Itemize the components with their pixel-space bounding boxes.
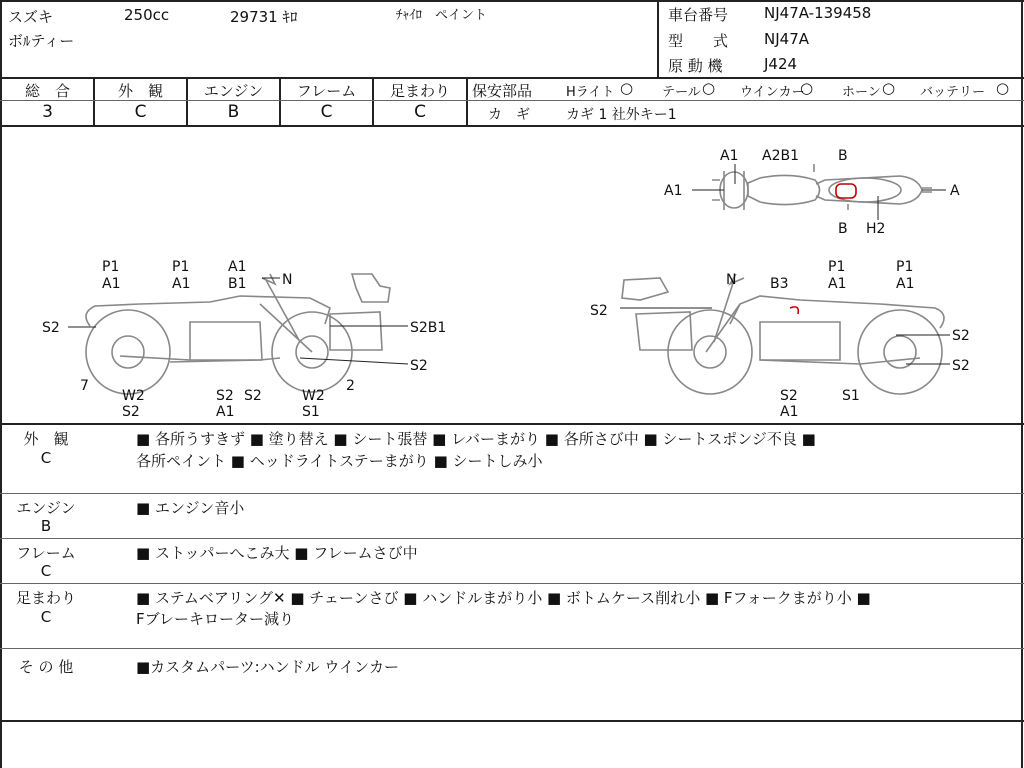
right-label-a1-tank: A1 [828,276,847,292]
battery-label: バッテリー [920,85,986,100]
taillight-ok-icon: ○ [702,79,716,97]
model-name: ボﾙティー [8,32,75,50]
right-view-motorcycle [622,274,944,394]
left-label-w2-front: W2 [302,388,325,404]
left-label-2: 2 [346,378,355,394]
remark-other-label: そ の 他 [18,658,74,676]
key-value: カギ 1 社外キー1 [566,107,677,123]
border-top [0,0,1024,2]
divider-header [0,77,1024,79]
frame-grade: C [320,102,333,122]
right-label-s1: S1 [842,388,860,404]
left-view-motorcycle [86,274,390,394]
top-label-a: A [950,183,960,199]
left-label-s2-engine: S2 [216,388,234,404]
suspension-grade: C [414,102,426,122]
winker-ok-icon: ○ [800,79,814,97]
left-label-p1-rear: P1 [102,259,120,275]
right-label-a1-rear: A1 [896,276,915,292]
remark-exterior-grade: C [40,449,52,467]
displacement: 250cc [124,6,170,24]
right-label-n: N [726,272,737,288]
remark-engine-line-1: ■ エンジン音小 [136,499,245,517]
key-label: カ ギ [488,107,530,123]
divider-diagram [0,423,1024,425]
left-label-7: 7 [80,378,89,394]
right-label-a1-engine: A1 [780,404,799,420]
color: ﾁｬｲﾛ ペイント [396,8,488,23]
divider-remarks-bottom [0,720,1024,722]
remark-divider-1 [0,493,1024,494]
maker: スズキ [8,8,54,26]
remark-frame-line-1: ■ ストッパーへこみ大 ■ フレームさび中 [136,544,418,562]
left-label-n: N [282,272,293,288]
engine-label: 原 動 機 [668,57,723,75]
top-label-a2b1: A2B1 [762,148,799,164]
remark-engine-grade: B [40,517,52,535]
damage-diagram [0,128,1020,422]
suspension-grade-label: 足まわり [389,82,450,100]
headlight-ok-icon: ○ [620,79,634,97]
remark-exterior-line-1: ■ 各所うすきず ■ 塗り替え ■ シート張替 ■ レバーまがり ■ 各所さび中 ■ シートスポンジ不良 ■ [136,430,816,448]
battery-ok-icon: ○ [996,79,1010,97]
right-label-b3: B3 [770,276,789,292]
right-label-s2-rear: S2 [952,358,970,374]
border-right [1021,0,1023,768]
left-label-a1-front: A1 [228,259,247,275]
top-label-a1-side: A1 [664,183,683,199]
top-label-a1: A1 [720,148,739,164]
left-label-s2-front: S2 [410,358,428,374]
left-label-a1-engine: A1 [216,404,235,420]
frame-no: NJ47A-139458 [764,4,872,22]
right-label-s2-side: S2 [952,328,970,344]
right-label-s2-front: S2 [590,303,608,319]
type-value: NJ47A [764,30,809,48]
overall-grade: 3 [42,102,53,122]
left-label-s1-front: S1 [302,404,320,420]
divider-header-right [657,0,659,78]
remark-exterior-label: 外 観 [23,430,69,448]
type-label: 型 式 [668,32,729,50]
remark-divider-3 [0,583,1024,584]
remark-other-line-1: ■カスタムパーツ:ハンドル ウインカー [136,658,399,676]
remark-suspension-line-1: ■ ステムベアリング✕ ■ チェーンさび ■ ハンドルまがり小 ■ ボトムケース削れ小 ■ Fフォークまがり小 ■ [136,589,871,607]
mileage: 29731 ｷﾛ [230,8,298,26]
horn-label: ホーン [842,85,881,100]
headlight-label: Hライト [566,85,615,100]
left-label-b1-front: B1 [228,276,247,292]
left-label-s2-exhaust: S2 [244,388,262,404]
left-label-s2-rear-wheel: S2 [122,404,140,420]
right-label-p1-tank: P1 [828,259,846,275]
taillight-label: テール [662,85,701,100]
right-label-s2-engine: S2 [780,388,798,404]
left-label-s2b1: S2B1 [410,320,447,336]
remark-exterior-line-2: 各所ペイント ■ ヘッドライトステーまがり ■ シートしみ小 [136,452,543,470]
left-label-p1-tank: P1 [172,259,190,275]
engine-grade: B [227,102,240,122]
remark-frame-grade: C [40,562,52,580]
divider-grades [0,125,1024,127]
remark-frame-label: フレーム [16,544,76,562]
right-label-p1-rear: P1 [896,259,914,275]
exterior-label: 外 観 [117,82,163,100]
safety-label: 保安部品 [472,82,533,100]
frame-no-label: 車台番号 [668,6,729,24]
winker-label: ウインカー [740,85,805,100]
left-label-w2-rear: W2 [122,388,145,404]
grade-divider-5 [466,78,468,126]
left-label-s2: S2 [42,320,60,336]
top-view-motorcycle [712,164,932,210]
top-label-b: B [838,148,848,164]
remark-divider-4 [0,648,1024,649]
left-label-a1-tank: A1 [172,276,191,292]
exterior-grade: C [134,102,147,122]
remark-suspension-grade: C [40,608,52,626]
top-label-h2: H2 [866,221,886,237]
frame-grade-label: フレーム [296,82,357,100]
overall-label: 総 合 [24,82,70,100]
engine-grade-label: エンジン [203,82,264,100]
remark-suspension-line-2: Fブレーキローター減り [136,610,295,628]
horn-ok-icon: ○ [882,79,896,97]
remark-suspension-label: 足まわり [15,589,76,607]
remark-divider-2 [0,538,1024,539]
top-label-b-bottom: B [838,221,848,237]
left-label-a1-rear: A1 [102,276,121,292]
remark-engine-label: エンジン [16,499,76,517]
engine-model: J424 [764,55,798,73]
